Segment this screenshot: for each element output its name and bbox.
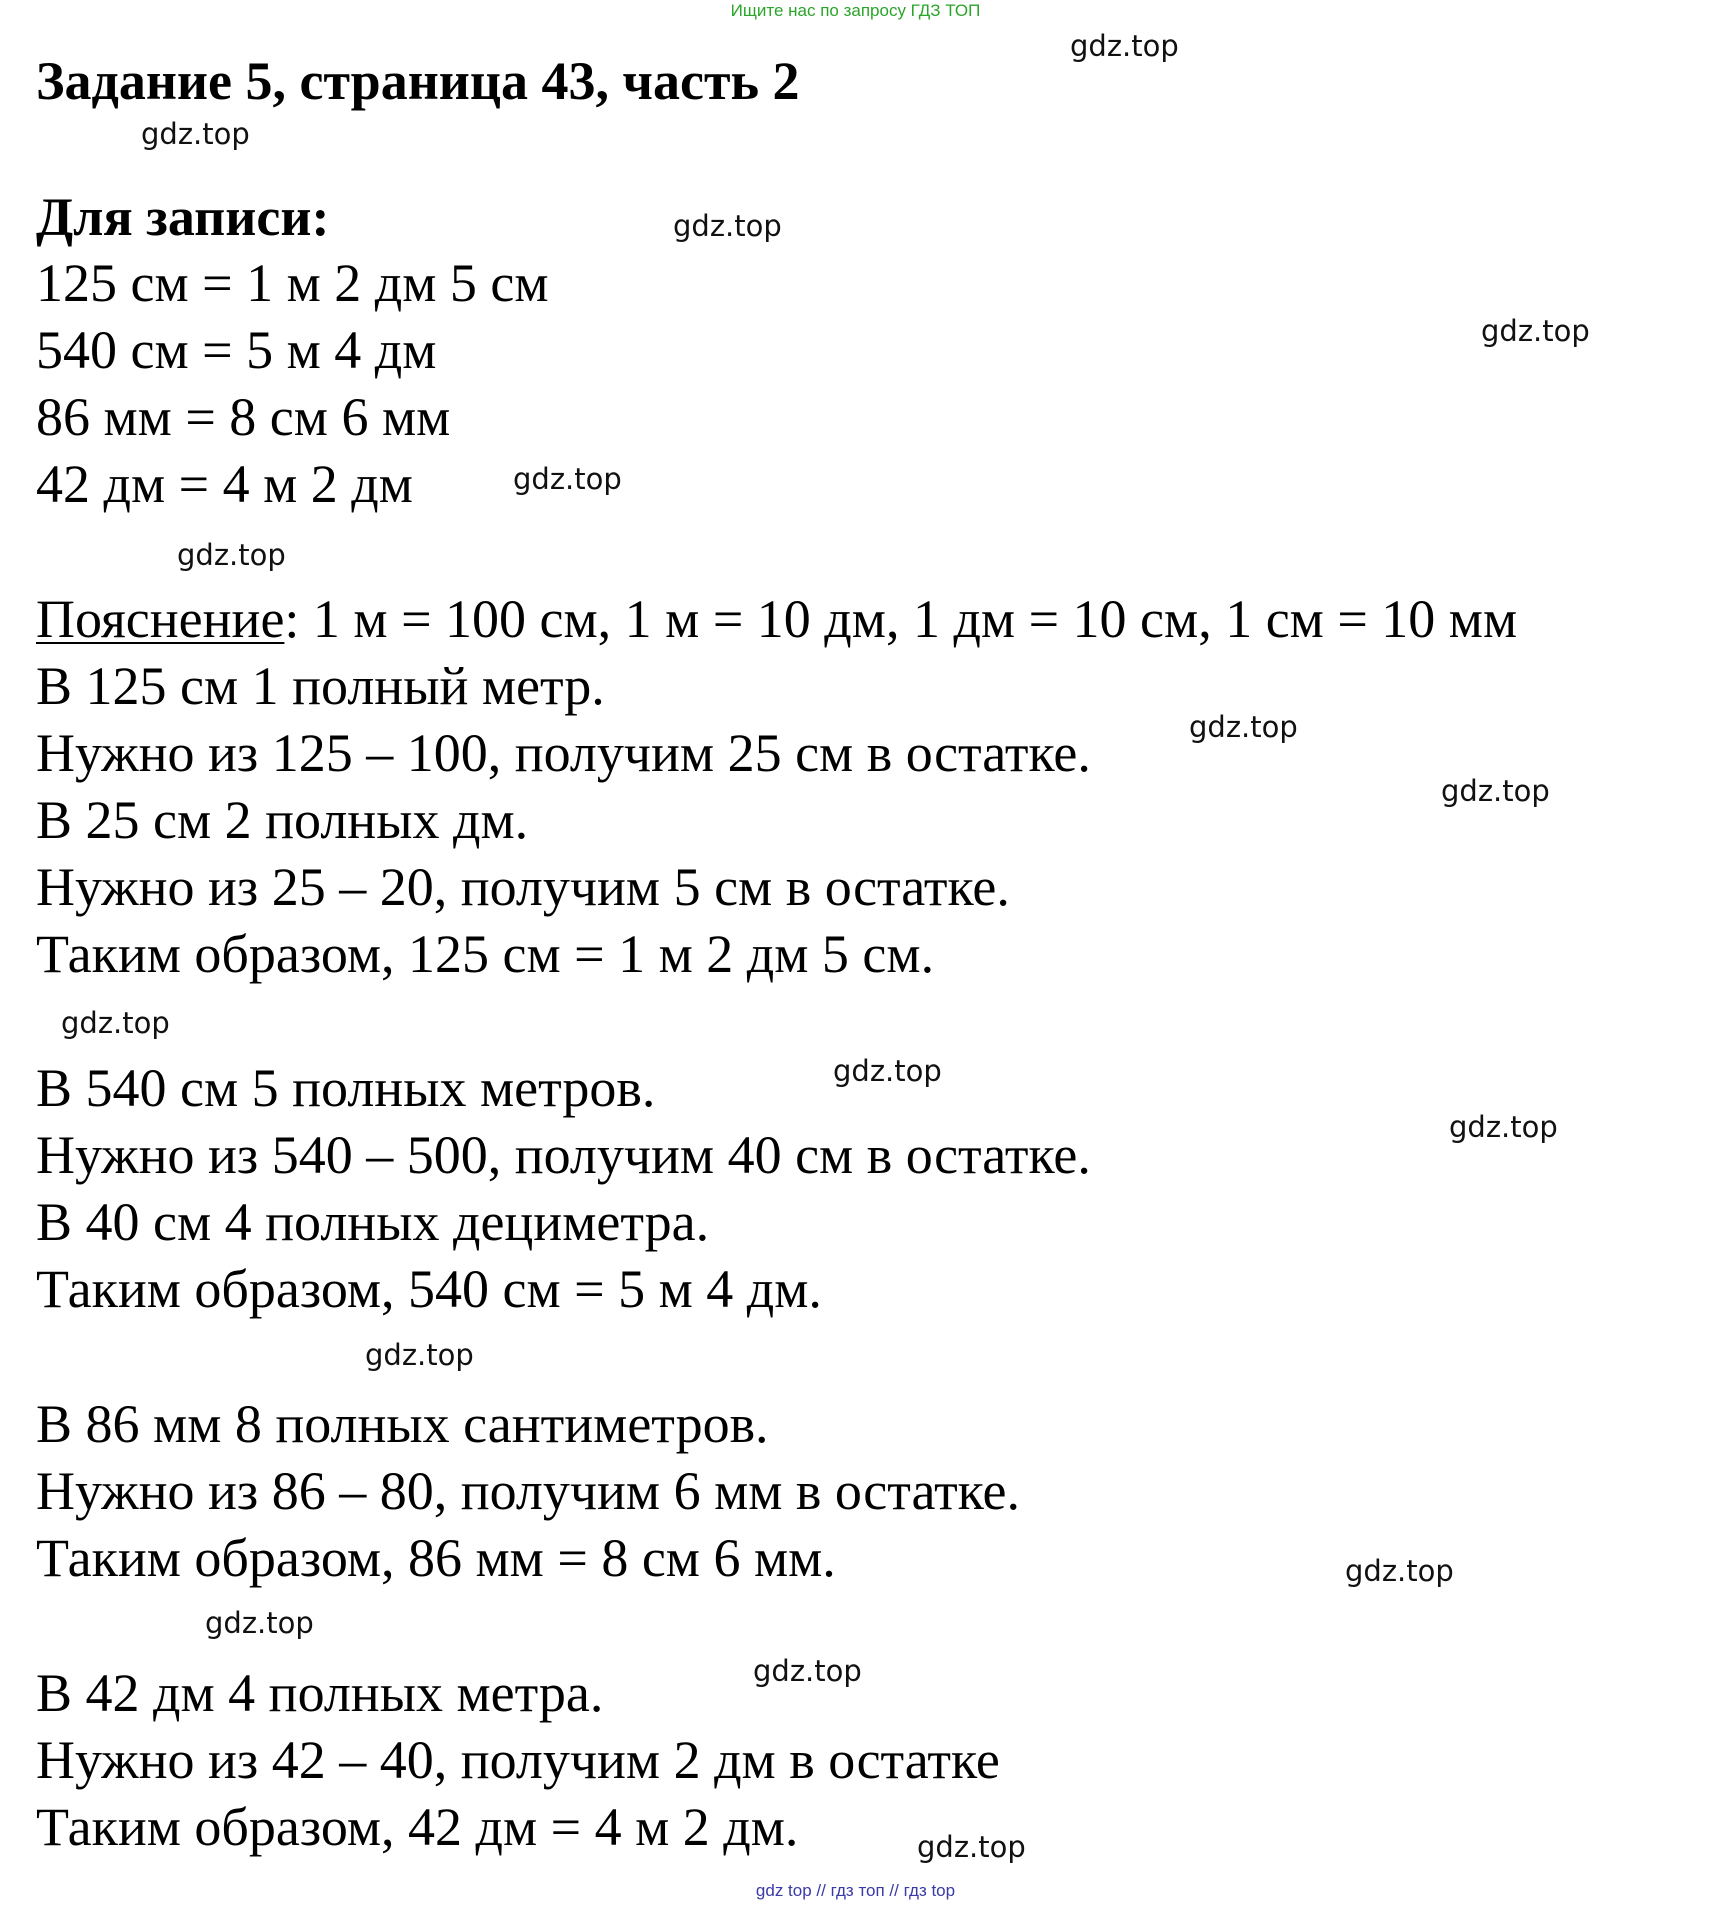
watermark: gdz.top xyxy=(1345,1554,1454,1588)
watermark: gdz.top xyxy=(1070,29,1179,63)
top-banner[interactable]: Ищите нас по запросу ГДЗ ТОП xyxy=(730,1,981,20)
explanation-line: Нужно из 42 – 40, получим 2 дм в остатке xyxy=(36,1730,1000,1790)
explanation-line: Таким образом, 540 см = 5 м 4 дм. xyxy=(36,1259,822,1319)
watermark: gdz.top xyxy=(365,1338,474,1372)
explanation-line: Таким образом, 125 см = 1 м 2 дм 5 см. xyxy=(36,924,935,984)
explanation-line: Нужно из 25 – 20, получим 5 см в остатке. xyxy=(36,857,1010,917)
watermark: gdz.top xyxy=(205,1606,314,1640)
watermark: gdz.top xyxy=(673,209,782,243)
bottom-banner[interactable]: gdz top // гдз топ // гдз top xyxy=(755,1881,956,1900)
explanation-line: Таким образом, 42 дм = 4 м 2 дм. xyxy=(36,1797,799,1857)
explanation-line: В 40 см 4 полных дециметра. xyxy=(36,1192,710,1252)
page-title: Задание 5, страница 43, часть 2 xyxy=(36,51,800,111)
record-line: 42 дм = 4 м 2 дм xyxy=(36,454,413,514)
watermark: gdz.top xyxy=(917,1830,1026,1864)
explanation-line: Нужно из 540 – 500, получим 40 см в остатке. xyxy=(36,1125,1091,1185)
explanation-line: Таким образом, 86 мм = 8 см 6 мм. xyxy=(36,1528,836,1588)
explanation-line: В 42 дм 4 полных метра. xyxy=(36,1663,604,1723)
watermark: gdz.top xyxy=(141,117,250,151)
explanation-label: Пояснение xyxy=(36,589,285,649)
explanation-line: В 540 см 5 полных метров. xyxy=(36,1058,656,1118)
record-line: 540 см = 5 м 4 дм xyxy=(36,320,437,380)
explanation-line: Нужно из 86 – 80, получим 6 мм в остатке. xyxy=(36,1461,1021,1521)
watermark: gdz.top xyxy=(1449,1110,1558,1144)
explanation-rules: : 1 м = 100 см, 1 м = 10 дм, 1 дм = 10 см, 1 см = 10 мм xyxy=(284,589,1518,649)
explanation-line: В 25 см 2 полных дм. xyxy=(36,790,529,850)
explanation-header xyxy=(36,586,1517,652)
record-line: 86 мм = 8 см 6 мм xyxy=(36,387,451,447)
watermark: gdz.top xyxy=(1441,774,1550,808)
record-line: 125 см = 1 м 2 дм 5 см xyxy=(36,253,549,313)
watermark: gdz.top xyxy=(1189,710,1298,744)
explanation-line: В 86 мм 8 полных сантиметров. xyxy=(36,1394,769,1454)
explanation-line: В 125 см 1 полный метр. xyxy=(36,656,605,716)
watermark: gdz.top xyxy=(833,1054,942,1088)
watermark: gdz.top xyxy=(1481,314,1590,348)
watermark: gdz.top xyxy=(513,462,622,496)
record-heading: Для записи: xyxy=(36,187,330,247)
watermark: gdz.top xyxy=(753,1654,862,1688)
watermark: gdz.top xyxy=(61,1006,170,1040)
watermark: gdz.top xyxy=(177,538,286,572)
explanation-line: Нужно из 125 – 100, получим 25 см в остатке. xyxy=(36,723,1091,783)
